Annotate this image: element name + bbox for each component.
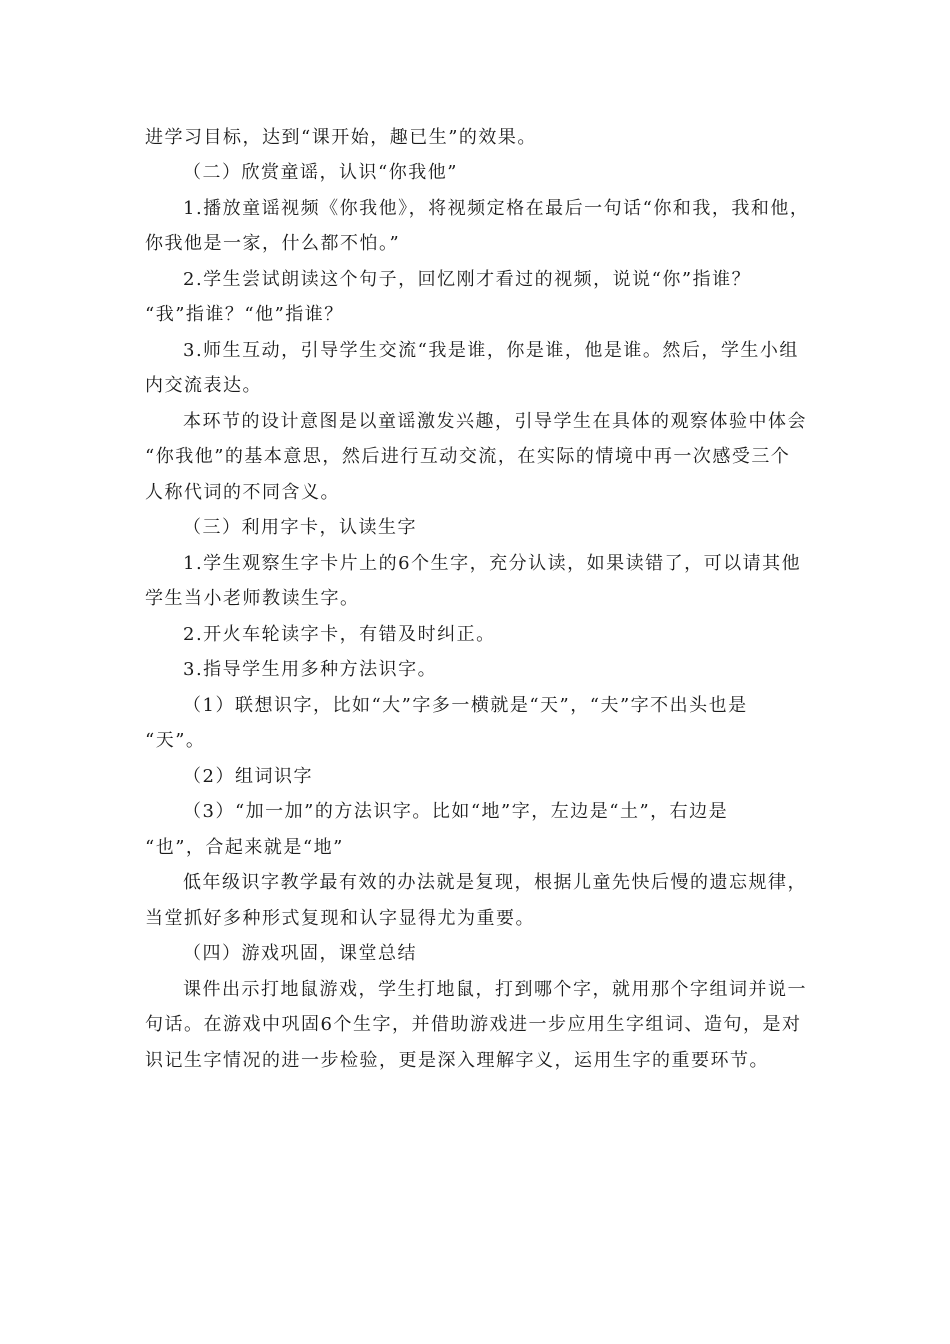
paragraph-line: 你我他是一家，什么都不怕。” [145,233,401,254]
paragraph-line: （2）组词识字 [183,766,313,787]
paragraph-line: 内交流表达。 [145,375,262,396]
paragraph-line: 人称代词的不同含义。 [145,482,340,503]
paragraph-line: （1）联想识字，比如“大”字多一横就是“天”，“夫”字不出头也是 [183,695,748,716]
paragraph-line: “也”，合起来就是“地” [145,837,344,858]
paragraph-line: 课件出示打地鼠游戏，学生打地鼠，打到哪个字，就用那个字组词并说一 [183,979,807,1000]
section-heading-3: （三）利用字卡，认读生字 [183,517,417,538]
paragraph-line: 句话。在游戏中巩固6个生字，并借助游戏进一步应用生字组词、造句，是对 [145,1014,802,1035]
paragraph-line: 3.师生互动，引导学生交流“我是谁，你是谁，他是谁。然后，学生小组 [183,340,799,361]
paragraph-line: “天”。 [145,730,206,751]
paragraph-line: 2.开火车轮读字卡，有错及时纠正。 [183,624,496,645]
paragraph-line: 1.播放童谣视频《你我他》，将视频定格在最后一句话“你和我，我和他， [183,198,810,219]
paragraph-line: 当堂抓好多种形式复现和认字显得尤为重要。 [145,908,535,929]
paragraph-line: （3）“加一加”的方法识字。比如“地”字，左边是“土”，右边是 [183,801,729,822]
paragraph-line: 进学习目标，达到“课开始，趣已生”的效果。 [145,127,537,148]
section-heading-2: （二）欣赏童谣，认识“你我他” [183,162,458,183]
paragraph-line: 3.指导学生用多种方法识字。 [183,659,438,680]
paragraph-line: “你我他”的基本意思，然后进行互动交流，在实际的情境中再一次感受三个 [145,446,791,467]
paragraph-line: 低年级识字教学最有效的办法就是复现，根据儿童先快后慢的遗忘规律， [183,872,807,893]
paragraph-line: “我”指谁？“他”指谁？ [145,304,344,325]
paragraph-line: 学生当小老师教读生字。 [145,588,360,609]
paragraph-line: 1.学生观察生字卡片上的6个生字，充分认读，如果读错了，可以请其他 [183,553,802,574]
paragraph-line: 2.学生尝试朗读这个句子，回忆刚才看过的视频，说说“你”指谁？ [183,269,752,290]
paragraph-line: 识记生字情况的进一步检验，更是深入理解字义，运用生字的重要环节。 [145,1050,769,1071]
section-heading-4: （四）游戏巩固，课堂总结 [183,943,417,964]
paragraph-line: 本环节的设计意图是以童谣激发兴趣，引导学生在具体的观察体验中体会 [183,411,807,432]
